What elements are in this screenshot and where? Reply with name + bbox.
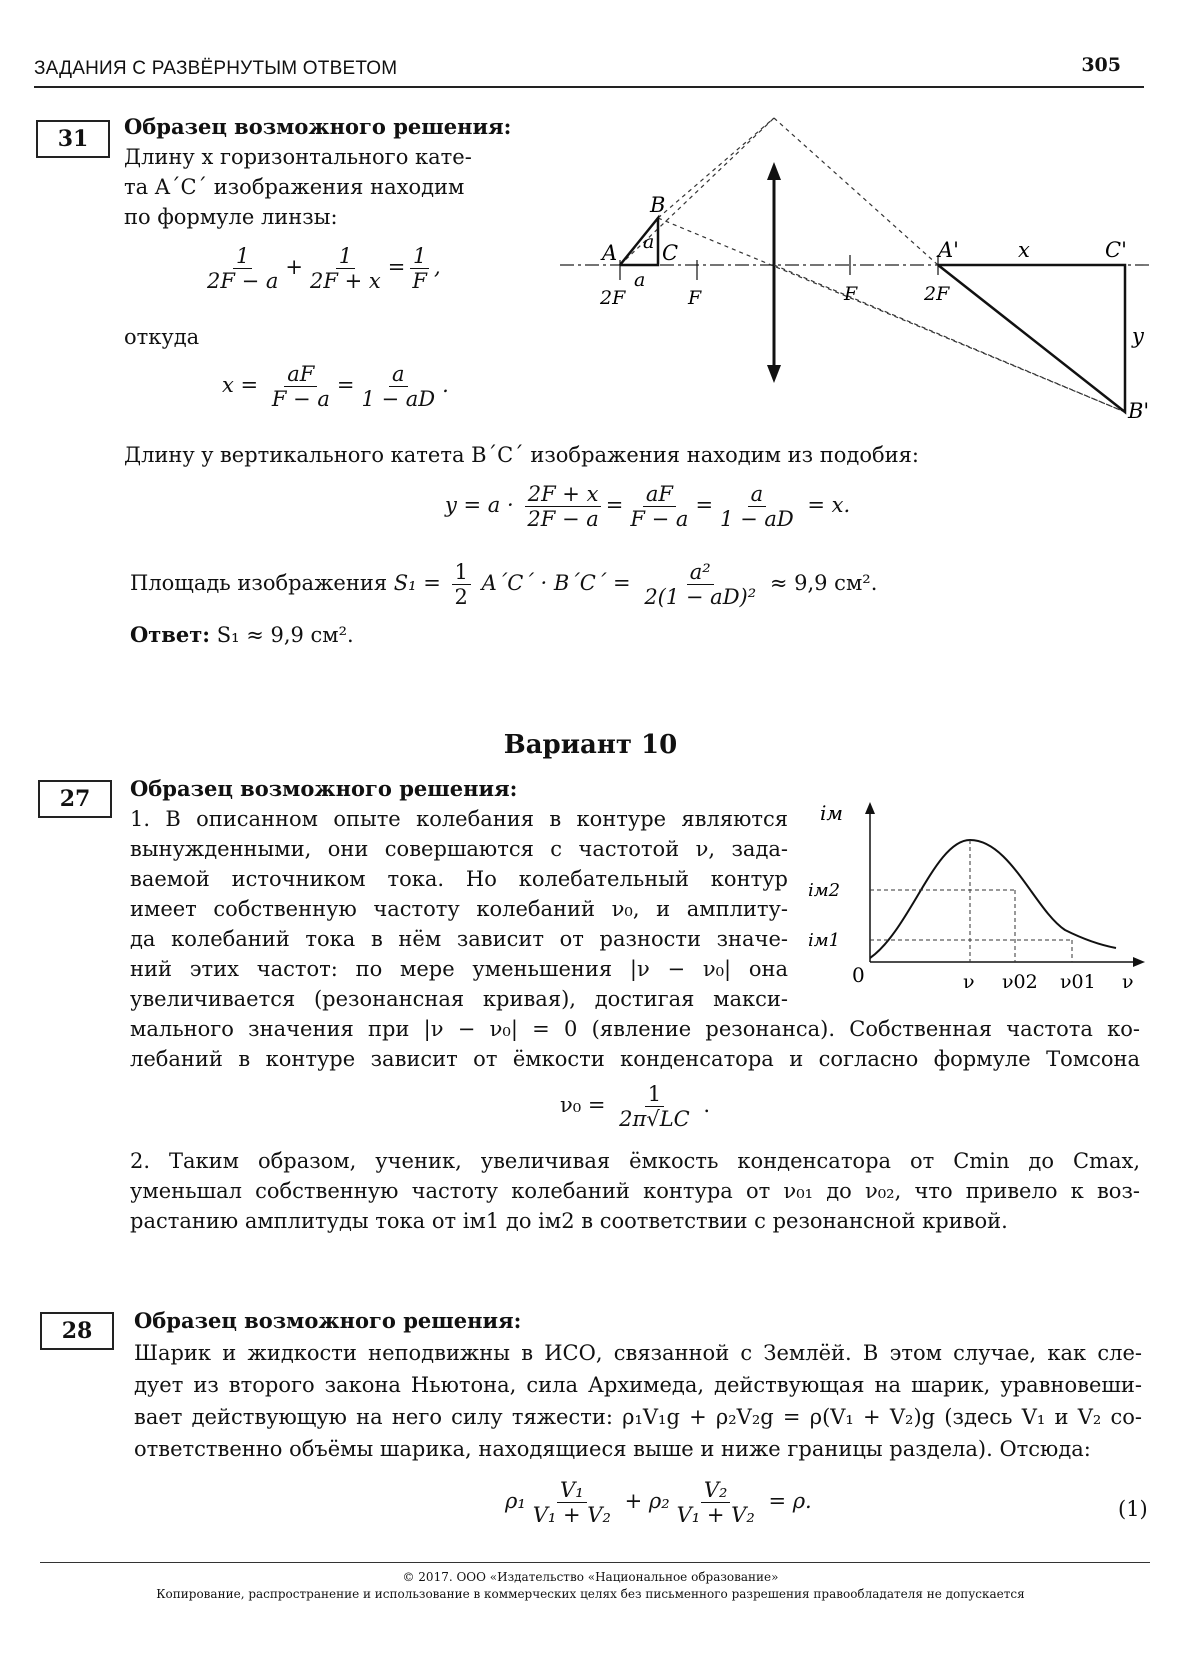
label-y: y (1132, 324, 1144, 348)
task-27-heading: Образец возможного решения: (130, 776, 518, 801)
label-a-vertical: a (643, 231, 655, 253)
task-31-heading: Образец возможного решения: (124, 114, 512, 139)
graph-nu-label: ν (963, 971, 975, 993)
task-31-intro-line-2: та A´C´ изображения находим (124, 175, 465, 199)
graph-im2-label: iм2 (808, 880, 841, 901)
task-28-line-2: дует из второго закона Ньютона, сила Архимеда, действующая на шарик, уравновеши- (134, 1373, 1142, 1397)
footer-notice: Копирование, распространение и использование в коммерческих целях без письменного разрешения правообладателя не допускается (156, 1587, 1025, 1601)
task-28-line-1: Шарик и жидкости неподвижны в ИСО, связанной с Землёй. В этом случае, как сле- (134, 1341, 1142, 1365)
section-header: ЗАДАНИЯ С РАЗВЁРНУТЫМ ОТВЕТОМ (34, 58, 398, 79)
task-31-intro-line-3: по формуле линзы: (124, 205, 338, 229)
ray-b-up (658, 118, 774, 218)
task-27-line-7: увеличивается (резонансная кривая), достигая макси- (130, 987, 788, 1011)
label-c: C (662, 241, 679, 265)
graph-x-axis-label: ν (1122, 971, 1134, 993)
y-axis-arrow (865, 802, 875, 814)
task-27-line-1: 1. В описанном опыте колебания в контуре являются (130, 807, 788, 831)
task-27-para2-line-2: уменьшал собственную частоту колебаний контура от ν₀₁ до ν₀₂, что привело к воз- (130, 1179, 1140, 1203)
header-rule (34, 86, 1144, 88)
resonance-graph (800, 790, 1150, 1000)
label-x: x (1018, 238, 1030, 262)
graph-nu02-label: ν02 (1002, 971, 1038, 993)
task-27-line-6: ний этих частот: по мере уменьшения |ν − ν₀| она (130, 957, 788, 981)
label-c-image: C' (1105, 238, 1127, 262)
x-axis-arrow (1133, 957, 1145, 967)
lens-formula: $\frac{1}{2F - a}$ + $\frac{1}{2F + x}$ = $\frac{1}{F}$ , (207, 244, 441, 293)
task-31-number: 31 (36, 120, 110, 158)
label-a-horizontal: a (634, 269, 646, 291)
task-28-formula: ρ₁ $\frac{\text{V₁}}{\text{V₁ + V₂}}$ + ρ₂ $\frac{\text{V₂}}{\text{V₁ + V₂}}$ = ρ. (505, 1478, 812, 1527)
x-formula: x = $\frac{aF}{F - a}$ = $\frac{a}{1 - aD}$ . (222, 362, 449, 411)
task-31-answer: Ответ: S₁ ≈ 9,9 см². (130, 622, 354, 647)
label-2f-right: 2F (924, 283, 950, 305)
task-27-para2-line-3: растанию амплитуды тока от iм1 до iм2 в соответствии с резонансной кривой. (130, 1209, 1008, 1233)
label-f-right: F (844, 283, 858, 305)
ray-a-down (774, 118, 938, 265)
task-28-heading: Образец возможного решения: (134, 1308, 522, 1333)
task-31-whence: откуда (124, 325, 200, 349)
image-triangle (938, 265, 1125, 412)
label-a: A (602, 241, 618, 265)
y-formula: y = a · $\frac{2F + x}{2F - a}$ = $\frac{aF}{F - a}$ = $\frac{a}{1 - aD}$ = x. (445, 482, 851, 531)
task-27-line-2: вынужденными, они совершаются с частотой ν, зада- (130, 837, 788, 861)
graph-origin-label: 0 (852, 963, 865, 987)
variant-title: Вариант 10 (503, 730, 678, 760)
graph-nu01-label: ν01 (1060, 971, 1096, 993)
label-b-image: B' (1128, 399, 1150, 423)
lens-diagram (560, 100, 1160, 430)
footer-copyright: © 2017. ООО «Издательство «Национальное образование» (402, 1570, 779, 1584)
graph-im1-label: iм1 (808, 930, 841, 951)
task-27-number: 27 (38, 780, 112, 818)
task-28-number: 28 (40, 1312, 114, 1350)
task-28-line-3: вает действующую на него силу тяжести: ρ₁V₁g + ρ₂V₂g = ρ(V₁ + V₂)g (здесь V₁ и V₂ со- (134, 1405, 1142, 1429)
task-27-line-5: да колебаний тока в нём зависит от разности значе- (130, 927, 788, 951)
footer-rule (40, 1562, 1150, 1563)
task-28-line-4: ответственно объёмы шарика, находящиеся выше и ниже границы раздела). Отсюда: (134, 1437, 1091, 1461)
graph-y-label: iм (820, 801, 843, 825)
page-number: 305 (1081, 54, 1121, 76)
equation-number: (1) (1118, 1497, 1148, 1521)
lens-arrow-top (767, 162, 781, 180)
label-a-image: A' (938, 238, 959, 262)
label-2f-left: 2F (600, 287, 626, 309)
task-27-line-4: имеет собственную частоту колебаний ν₀, и амплиту- (130, 897, 788, 921)
task-31-intro-line-1: Длину x горизонтального кате- (124, 145, 472, 169)
label-f-left: F (688, 287, 702, 309)
task-27-line-9: лебаний в контуре зависит от ёмкости конденсатора и согласно формуле Томсона (130, 1047, 1140, 1071)
area-line: Площадь изображения S₁ = $\frac{1}{2}$ A´C´ · B´C´ = $\frac{\text{a²}}{\text{2(1 − aD)²}}$ ≈ 9,9 см². (130, 560, 878, 609)
task-27-para2-line-1: 2. Таким образом, ученик, увеличивая ёмкость конденсатора от Cmin до Cmax, (130, 1149, 1140, 1173)
task-27-line-3: ваемой источником тока. Но колебательный контур (130, 867, 788, 891)
task-27-line-8: мального значения при |ν − ν₀| = 0 (явление резонанса). Собственная частота ко- (130, 1017, 1140, 1041)
y-text: Длину y вертикального катета B´C´ изображения находим из подобия: (124, 443, 919, 467)
thomson-formula: ν₀ = $\frac{1}{2\pi√LC}$ . (560, 1082, 711, 1131)
label-b: B (650, 193, 666, 217)
lens-arrow-bottom (767, 365, 781, 383)
